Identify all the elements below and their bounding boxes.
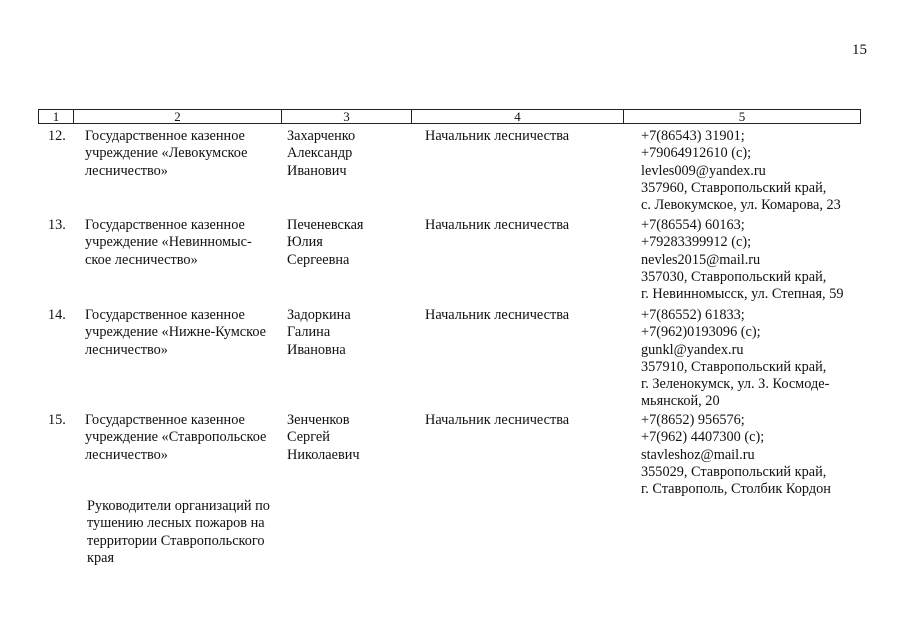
column-header-5: 5 [738,109,746,124]
page-number: 15 [852,42,867,58]
person-name [287,217,364,269]
section-heading-line: Руководители организаций по [87,498,270,514]
organization-line: учреждение «Ставропольское [85,429,267,446]
organization-line: учреждение «Нижне-Кумское [85,324,267,341]
column-header-4: 4 [412,110,624,123]
contact-line: +7(962)0193096 (с); [641,324,761,341]
contact-email: gunkl@yandex.ru [641,341,744,358]
contact-line: 355029, Ставропольский край, [641,463,827,480]
contact-line: 357960, Ставропольский край, [641,179,827,196]
person-name-line: Иванович [287,162,347,179]
person-name-line: Александр [287,145,353,162]
person-name [287,307,351,359]
contact-info [641,217,844,303]
row-number: 14. [48,307,66,323]
contact-line: +7(86543) 31901; [641,128,745,144]
contact-line: г. Невинномысск, ул. Степная, 59 [641,286,844,303]
organization-line: учреждение «Левокумское [85,145,248,162]
organization-line: лесничество» [85,446,168,463]
contact-email: nevles2015@mail.ru [641,251,761,268]
contact-line: г. Ставрополь, Столбик Кордон [641,481,831,498]
position-title: Начальник лесничества [425,412,570,428]
row-number: 15. [48,412,66,428]
organization-line: Государственное казенное [85,412,245,428]
column-header-3: 3 [282,110,412,123]
organization-line: лесничество» [85,162,168,179]
contact-info [641,307,829,411]
contact-line: мьянской, 20 [641,393,720,410]
organization-line: Государственное казенное [85,307,245,323]
column-header-1: 1 [39,110,74,123]
contact-line: +7(962) 4407300 (с); [641,429,765,446]
person-name [287,128,355,180]
row-number: 12. [48,128,66,144]
contact-line: +7(86552) 61833; [641,307,745,323]
position-title: Начальник лесничества [425,217,570,233]
organization-name [85,217,252,269]
person-name-line: Задоркина [287,307,351,323]
contact-line: +7(8652) 956576; [641,412,745,428]
contact-line: с. Левокумское, ул. Комарова, 23 [641,197,841,214]
contact-email: levles009@yandex.ru [641,162,766,179]
contact-line: +79064912610 (с); [641,145,752,162]
contact-line: 357030, Ставропольский край, [641,268,827,285]
table-header-row [38,109,861,124]
contact-info [641,412,831,498]
section-heading-line: края [87,549,115,566]
person-name-line: Сергей [287,429,330,446]
section-heading-line: тушению лесных пожаров на [87,515,265,532]
contact-line: +7(86554) 60163; [641,217,745,233]
section-heading-line: территории Ставропольского [87,532,265,549]
organization-name [85,307,266,359]
organization-name [85,412,266,464]
person-name-line: Сергеевна [287,251,350,268]
organization-line: ское лесничество» [85,251,198,268]
organization-line: Государственное казенное [85,128,245,144]
person-name-line: Николаевич [287,446,360,463]
person-name-line: Юлия [287,234,323,251]
person-name-line: Печеневская [287,217,364,233]
position-title: Начальник лесничества [425,128,570,144]
organization-line: учреждение «Невинномыс- [85,234,252,251]
contact-email: stavleshoz@mail.ru [641,446,755,463]
contact-line: 357910, Ставропольский край, [641,358,827,375]
person-name-line: Ивановна [287,341,346,358]
person-name-line: Захарченко [287,128,356,144]
contact-line: г. Зеленокумск, ул. З. Космоде- [641,376,830,393]
person-name-line: Галина [287,324,331,341]
contact-line: +79283399912 (с); [641,234,752,251]
organization-name [85,128,247,180]
organization-line: Государственное казенное [85,217,245,233]
column-header-2: 2 [74,110,282,123]
section-heading [87,498,270,567]
contact-info [641,128,841,214]
person-name-line: Зенченков [287,412,350,428]
person-name [287,412,360,464]
organization-line: лесничество» [85,341,168,358]
row-number: 13. [48,217,66,233]
position-title: Начальник лесничества [425,307,570,323]
